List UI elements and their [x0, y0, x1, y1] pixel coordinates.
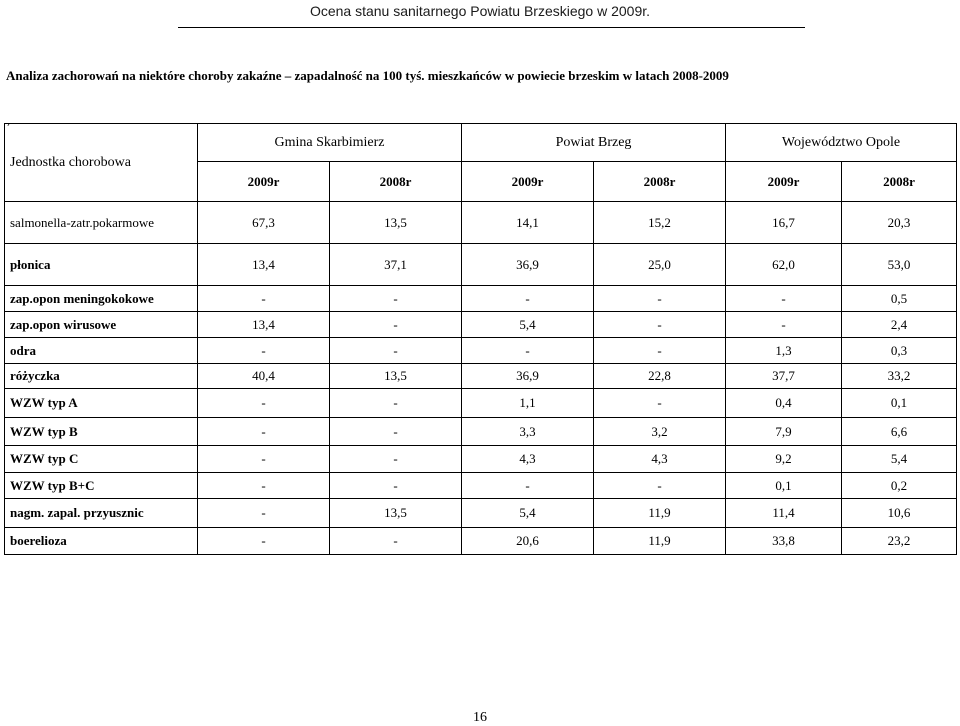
- page-number: 16: [473, 710, 487, 725]
- incidence-value: 20,3: [842, 202, 957, 244]
- year-header: 2009r: [198, 162, 330, 202]
- incidence-value: 37,1: [330, 244, 462, 286]
- incidence-value: -: [198, 528, 330, 555]
- table-row: [5, 202, 957, 244]
- header-rule: [178, 27, 805, 28]
- incidence-value: 23,2: [842, 528, 957, 555]
- incidence-value: -: [726, 312, 842, 338]
- incidence-value: -: [594, 312, 726, 338]
- incidence-value: -: [198, 418, 330, 446]
- incidence-value: 0,4: [726, 389, 842, 418]
- stray-mark: ,: [7, 113, 10, 127]
- incidence-value: -: [462, 286, 594, 312]
- table-row: [5, 312, 957, 338]
- group-header-brzeg: Powiat Brzeg: [462, 124, 726, 162]
- incidence-value: -: [198, 499, 330, 528]
- year-header: 2009r: [462, 162, 594, 202]
- incidence-value: 33,2: [842, 364, 957, 389]
- year-header: 2008r: [594, 162, 726, 202]
- incidence-value: 0,3: [842, 338, 957, 364]
- incidence-value: 14,1: [462, 202, 594, 244]
- disease-label: zap.opon wirusowe: [5, 312, 198, 338]
- incidence-value: 13,5: [330, 499, 462, 528]
- table-row: [5, 418, 957, 446]
- table-row: [5, 499, 957, 528]
- group-header-skarbimierz: Gmina Skarbimierz: [198, 124, 462, 162]
- table-row: [5, 244, 957, 286]
- running-header: Ocena stanu sanitarnego Powiatu Brzeskiego w 2009r.: [309, 3, 651, 19]
- table-row: [5, 389, 957, 418]
- incidence-value: 0,1: [726, 473, 842, 499]
- incidence-value: 67,3: [198, 202, 330, 244]
- incidence-value: 3,3: [462, 418, 594, 446]
- incidence-value: 5,4: [462, 499, 594, 528]
- incidence-value: -: [198, 473, 330, 499]
- incidence-value: -: [198, 338, 330, 364]
- incidence-value: -: [594, 473, 726, 499]
- incidence-value: -: [594, 338, 726, 364]
- incidence-value: 16,7: [726, 202, 842, 244]
- incidence-value: -: [330, 528, 462, 555]
- incidence-value: 11,4: [726, 499, 842, 528]
- incidence-value: 62,0: [726, 244, 842, 286]
- incidence-value: -: [330, 312, 462, 338]
- table-row: [5, 364, 957, 389]
- disease-label: WZW typ C: [5, 446, 198, 473]
- incidence-table: [4, 123, 957, 555]
- disease-label: odra: [5, 338, 198, 364]
- incidence-value: 5,4: [462, 312, 594, 338]
- incidence-value: 53,0: [842, 244, 957, 286]
- incidence-value: 13,5: [330, 202, 462, 244]
- incidence-value: 37,7: [726, 364, 842, 389]
- incidence-value: -: [198, 389, 330, 418]
- table-row: [5, 528, 957, 555]
- document-title: Analiza zachorowań na niektóre choroby zakaźne – zapadalność na 100 tyś. mieszkańców w powiecie brzeskim w latach 2008-2009: [6, 68, 729, 83]
- incidence-value: 20,6: [462, 528, 594, 555]
- incidence-value: 4,3: [462, 446, 594, 473]
- group-header-row: [5, 124, 957, 162]
- group-header-opole: Województwo Opole: [726, 124, 957, 162]
- incidence-value: -: [462, 338, 594, 364]
- incidence-value: 10,6: [842, 499, 957, 528]
- incidence-value: 22,8: [594, 364, 726, 389]
- disease-label: różyczka: [5, 364, 198, 389]
- incidence-value: 9,2: [726, 446, 842, 473]
- unit-header: Jednostka chorobowa: [5, 124, 198, 202]
- disease-label: WZW typ A: [5, 389, 198, 418]
- incidence-value: -: [330, 389, 462, 418]
- incidence-value: -: [330, 446, 462, 473]
- incidence-value: -: [330, 286, 462, 312]
- incidence-value: 0,1: [842, 389, 957, 418]
- incidence-value: -: [330, 338, 462, 364]
- incidence-value: 5,4: [842, 446, 957, 473]
- disease-label: zap.opon meningokokowe: [5, 286, 198, 312]
- disease-label: płonica: [5, 244, 198, 286]
- incidence-value: -: [330, 473, 462, 499]
- incidence-value: 0,5: [842, 286, 957, 312]
- disease-label: WZW typ B: [5, 418, 198, 446]
- incidence-value: 2,4: [842, 312, 957, 338]
- incidence-value: 36,9: [462, 364, 594, 389]
- incidence-value: -: [594, 389, 726, 418]
- incidence-value: 40,4: [198, 364, 330, 389]
- incidence-value: 36,9: [462, 244, 594, 286]
- incidence-value: 25,0: [594, 244, 726, 286]
- incidence-value: 13,4: [198, 312, 330, 338]
- incidence-value: 1,3: [726, 338, 842, 364]
- incidence-value: 11,9: [594, 528, 726, 555]
- table-row: [5, 286, 957, 312]
- incidence-value: 0,2: [842, 473, 957, 499]
- incidence-value: 13,5: [330, 364, 462, 389]
- incidence-value: 7,9: [726, 418, 842, 446]
- year-header: 2009r: [726, 162, 842, 202]
- table-row: [5, 338, 957, 364]
- incidence-value: -: [198, 446, 330, 473]
- incidence-value: 15,2: [594, 202, 726, 244]
- disease-label: boerelioza: [5, 528, 198, 555]
- incidence-value: 11,9: [594, 499, 726, 528]
- incidence-value: 33,8: [726, 528, 842, 555]
- incidence-value: -: [726, 286, 842, 312]
- incidence-value: -: [462, 473, 594, 499]
- table-row: [5, 446, 957, 473]
- incidence-value: 3,2: [594, 418, 726, 446]
- incidence-value: 4,3: [594, 446, 726, 473]
- disease-label: salmonella-zatr.pokarmowe: [5, 202, 198, 244]
- table-row: [5, 473, 957, 499]
- disease-label: nagm. zapal. przyusznic: [5, 499, 198, 528]
- incidence-value: 1,1: [462, 389, 594, 418]
- year-header: 2008r: [330, 162, 462, 202]
- incidence-value: -: [594, 286, 726, 312]
- incidence-value: 6,6: [842, 418, 957, 446]
- year-header: 2008r: [842, 162, 957, 202]
- disease-label: WZW typ B+C: [5, 473, 198, 499]
- incidence-value: -: [198, 286, 330, 312]
- incidence-value: 13,4: [198, 244, 330, 286]
- incidence-value: -: [330, 418, 462, 446]
